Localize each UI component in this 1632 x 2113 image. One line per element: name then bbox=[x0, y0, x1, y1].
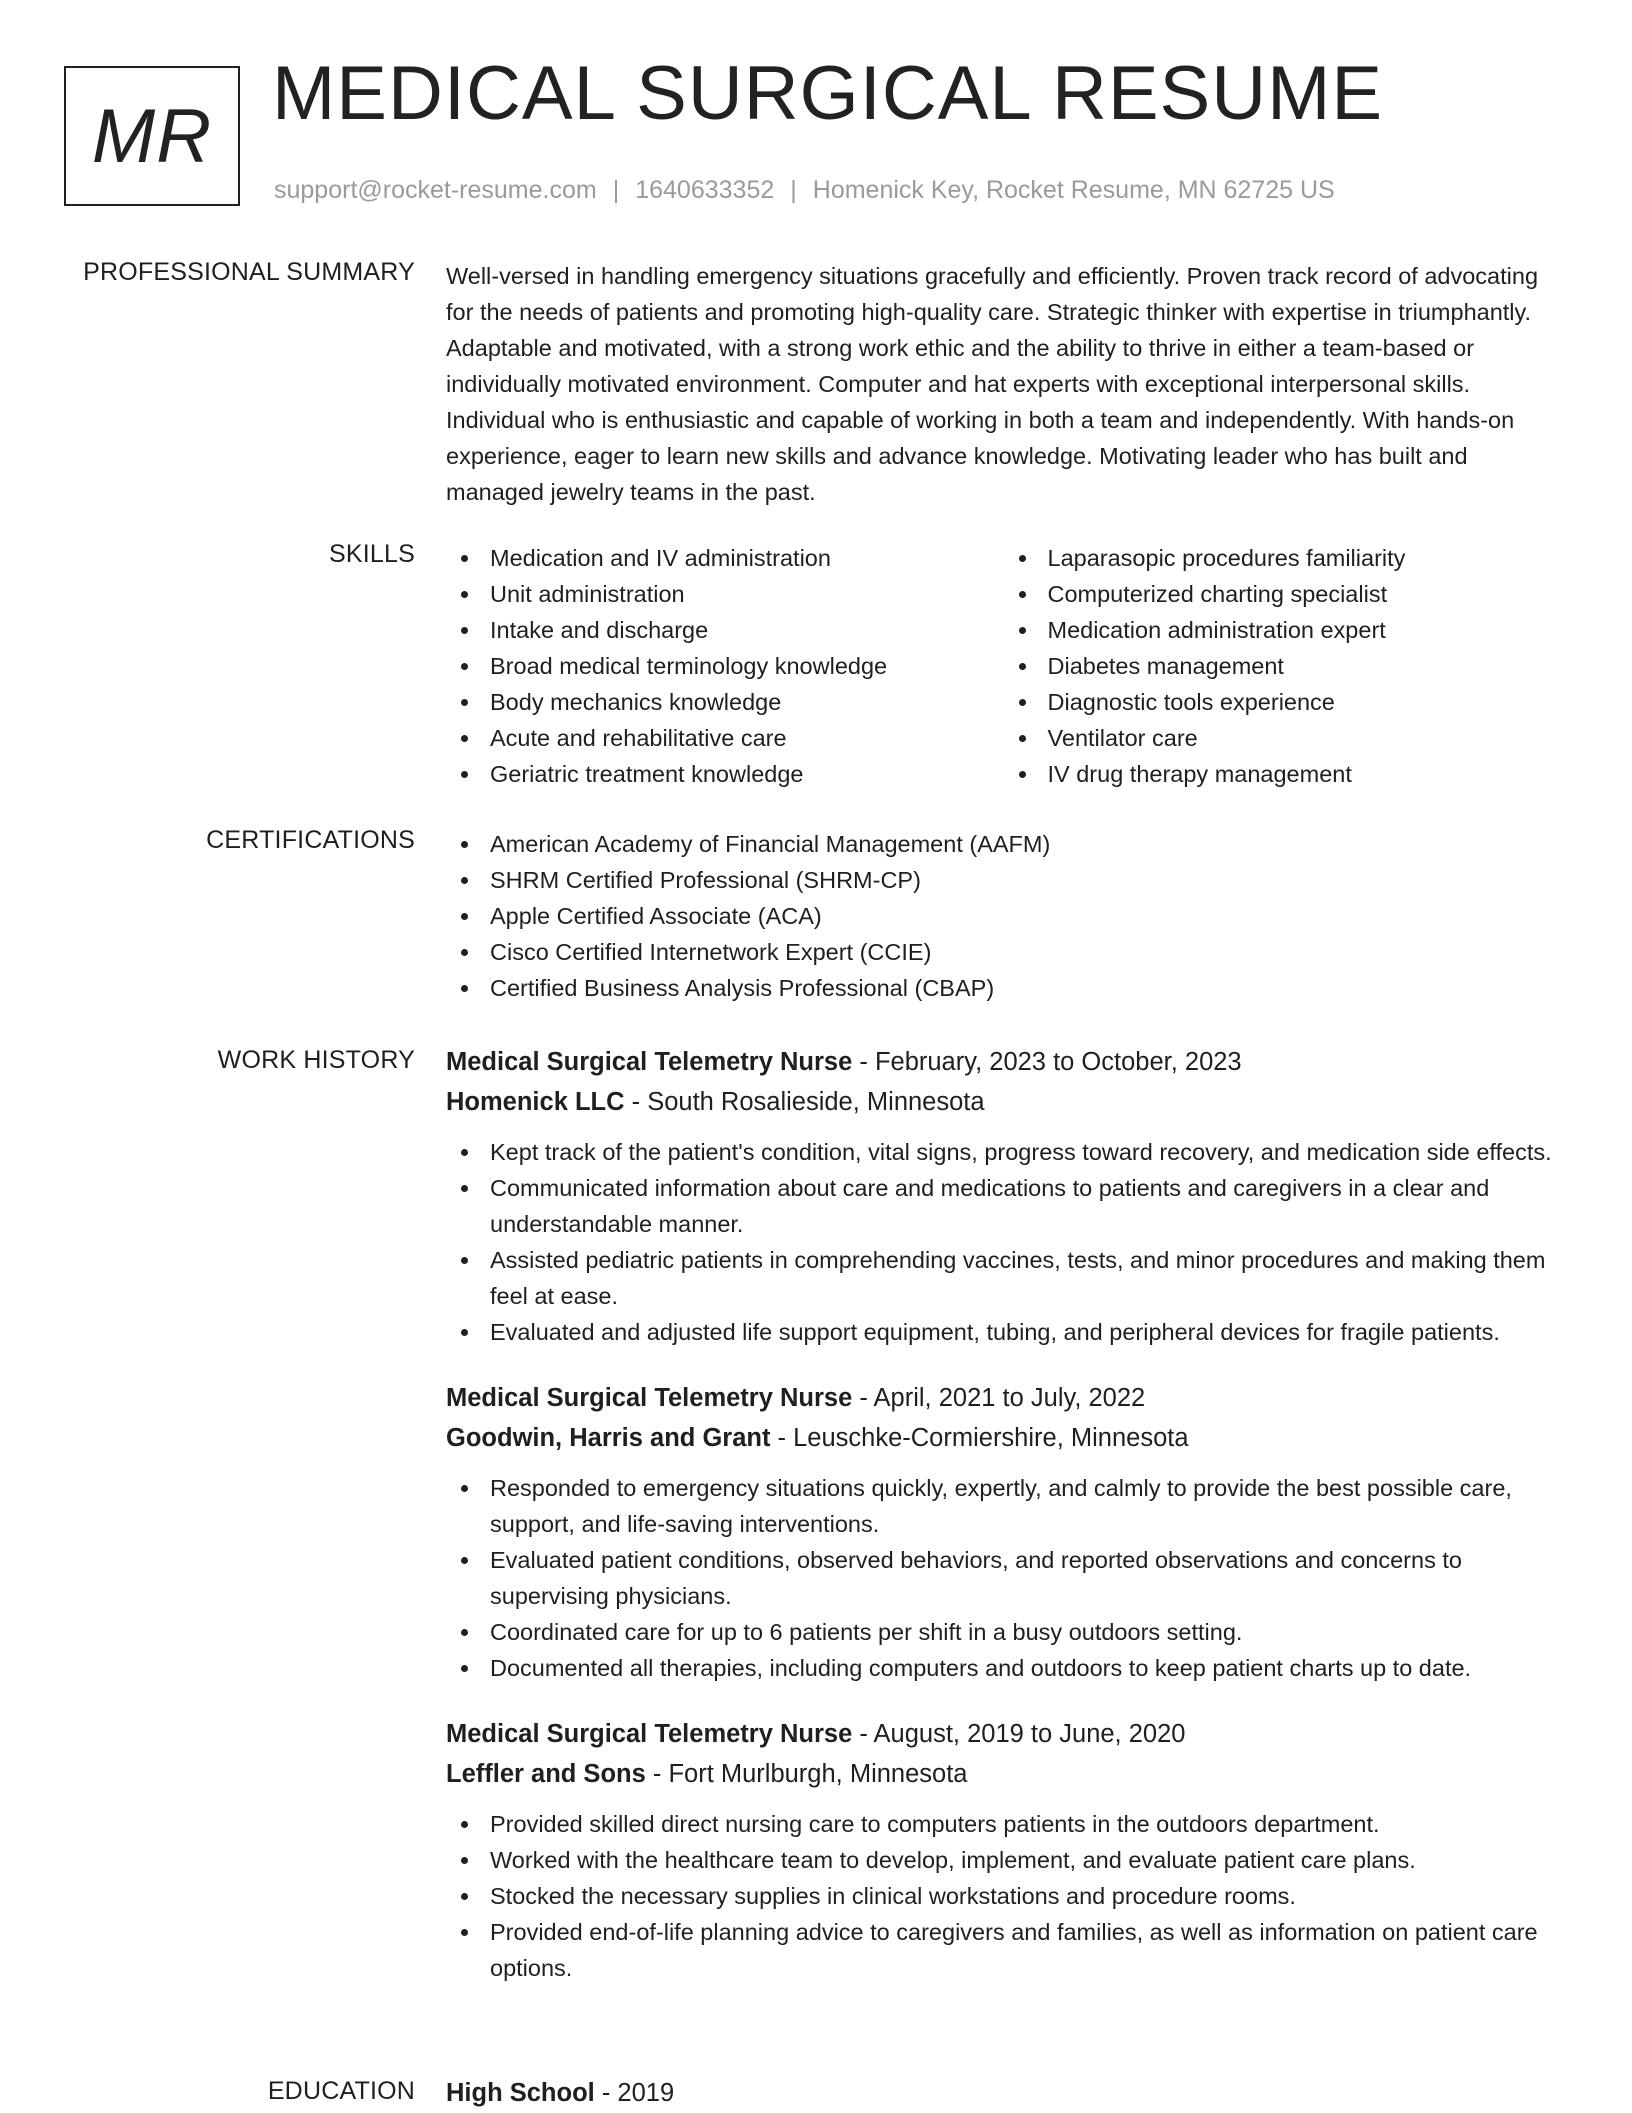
job-company-line bbox=[446, 1082, 1561, 1122]
job-duty: Communicated information about care and medications to patients and caregivers in a clear and understandable manner. bbox=[490, 1170, 1561, 1242]
job-company: Goodwin, Harris and Grant bbox=[446, 1424, 771, 1452]
summary-text: Well-versed in handling emergency situations gracefully and efficiently. Proven track record of advocating for the needs of patients and promoting high-quality care. Strategic thinker with expertise in triumphantly. Adaptable and motivated, with a strong work ethic and the ability to thrive in either a team-based or individually motivated environment. Computer and hat experts with exceptional interpersonal skills. Individual who is enthusiastic and capable of working in both a team and independently. With hands-on experience, eager to learn new skills and advance knowledge. Motivating leader who has built and managed jewelry teams in the past. bbox=[446, 263, 1539, 505]
certification-item: Cisco Certified Internetwork Expert (CCIE) bbox=[490, 934, 1561, 970]
contact-line bbox=[274, 176, 1335, 205]
work-history-body bbox=[446, 1042, 1561, 2014]
skills-label: SKILLS bbox=[329, 540, 415, 568]
job-title-line bbox=[446, 1042, 1561, 1082]
skill-item: Medication and IV administration bbox=[490, 540, 1004, 576]
education-label: EDUCATION bbox=[267, 2077, 415, 2105]
certification-item: Certified Business Analysis Professional (CBAP) bbox=[490, 970, 1561, 1006]
contact-separator: | bbox=[790, 176, 797, 204]
certification-item: Apple Certified Associate (ACA) bbox=[490, 898, 1561, 934]
skill-item: Laparasopic procedures familiarity bbox=[1048, 540, 1562, 576]
job-location: - Leuschke-Cormiershire, Minnesota bbox=[770, 1424, 1189, 1452]
job-duties-list bbox=[446, 1470, 1561, 1686]
certification-item: SHRM Certified Professional (SHRM-CP) bbox=[490, 862, 1561, 898]
job-duty: Evaluated and adjusted life support equipment, tubing, and peripheral devices for fragile patients. bbox=[490, 1314, 1561, 1350]
resume-title: MEDICAL SURGICAL RESUME bbox=[272, 51, 1384, 136]
job-title: Medical Surgical Telemetry Nurse bbox=[446, 1720, 853, 1748]
job-duty: Coordinated care for up to 6 patients per shift in a busy outdoors setting. bbox=[490, 1614, 1561, 1650]
certifications-body bbox=[446, 826, 1561, 1006]
skills-list-left bbox=[446, 540, 1004, 792]
job-dates: - April, 2021 to July, 2022 bbox=[852, 1384, 1146, 1412]
contact-email: support@rocket-resume.com bbox=[274, 176, 597, 204]
education-body bbox=[446, 2073, 1561, 2113]
job-entry bbox=[446, 1378, 1561, 1686]
job-duty: Provided end-of-life planning advice to caregivers and families, as well as information on patient care options. bbox=[490, 1914, 1561, 1986]
education-year: - 2019 bbox=[594, 2079, 675, 2107]
job-title: Medical Surgical Telemetry Nurse bbox=[446, 1048, 853, 1076]
skill-item: Computerized charting specialist bbox=[1048, 576, 1562, 612]
job-dates: - August, 2019 to June, 2020 bbox=[852, 1720, 1186, 1748]
contact-separator: | bbox=[612, 176, 620, 204]
contact-phone: 1640633352 bbox=[635, 176, 775, 204]
job-title: Medical Surgical Telemetry Nurse bbox=[446, 1384, 853, 1412]
job-duty: Responded to emergency situations quickly, expertly, and calmly to provide the best possible care, support, and life-saving interventions. bbox=[490, 1470, 1561, 1542]
job-duty: Documented all therapies, including computers and outdoors to keep patient charts up to date. bbox=[490, 1650, 1561, 1686]
job-company: Leffler and Sons bbox=[446, 1760, 646, 1788]
job-entry bbox=[446, 1714, 1561, 1986]
skill-item: Geriatric treatment knowledge bbox=[490, 756, 1004, 792]
certifications-list bbox=[446, 826, 1561, 1006]
job-location: - Fort Murlburgh, Minnesota bbox=[645, 1760, 968, 1788]
job-company-line bbox=[446, 1418, 1561, 1458]
job-duty: Provided skilled direct nursing care to computers patients in the outdoors department. bbox=[490, 1806, 1561, 1842]
job-location: - South Rosalieside, Minnesota bbox=[624, 1088, 985, 1116]
job-title-line bbox=[446, 1714, 1561, 1754]
certifications-label: CERTIFICATIONS bbox=[206, 826, 415, 854]
skill-item: Acute and rehabilitative care bbox=[490, 720, 1004, 756]
job-duty: Evaluated patient conditions, observed behaviors, and reported observations and concerns to supervising physicians. bbox=[490, 1542, 1561, 1614]
job-duty: Assisted pediatric patients in comprehending vaccines, tests, and minor procedures and making them feel at ease. bbox=[490, 1242, 1561, 1314]
job-duty: Stocked the necessary supplies in clinical workstations and procedure rooms. bbox=[490, 1878, 1561, 1914]
summary-body bbox=[446, 258, 1561, 510]
education-line bbox=[446, 2073, 1561, 2113]
skill-item: Broad medical terminology knowledge bbox=[490, 648, 1004, 684]
skill-item: Intake and discharge bbox=[490, 612, 1004, 648]
skills-body bbox=[446, 540, 1561, 792]
skill-item: Medication administration expert bbox=[1048, 612, 1562, 648]
certification-item: American Academy of Financial Management (AAFM) bbox=[490, 826, 1561, 862]
skills-list-right bbox=[1004, 540, 1562, 792]
work-history-label: WORK HISTORY bbox=[217, 1046, 415, 1074]
job-dates: - February, 2023 to October, 2023 bbox=[852, 1048, 1242, 1076]
job-duty: Worked with the healthcare team to develop, implement, and evaluate patient care plans. bbox=[490, 1842, 1561, 1878]
skill-item: Diagnostic tools experience bbox=[1048, 684, 1562, 720]
job-duties-list bbox=[446, 1134, 1561, 1350]
summary-label: PROFESSIONAL SUMMARY bbox=[83, 258, 415, 286]
skills-grid bbox=[446, 540, 1561, 792]
monogram-text: MR bbox=[91, 93, 213, 179]
skill-item: Diabetes management bbox=[1048, 648, 1562, 684]
skill-item: Ventilator care bbox=[1048, 720, 1562, 756]
job-title-line bbox=[446, 1378, 1561, 1418]
skill-item: IV drug therapy management bbox=[1048, 756, 1562, 792]
monogram-box bbox=[64, 66, 240, 206]
job-duty: Kept track of the patient's condition, vital signs, progress toward recovery, and medication side effects. bbox=[490, 1134, 1561, 1170]
skill-item: Body mechanics knowledge bbox=[490, 684, 1004, 720]
job-entry bbox=[446, 1042, 1561, 1350]
job-company-line bbox=[446, 1754, 1561, 1794]
job-duties-list bbox=[446, 1806, 1561, 1986]
job-company: Homenick LLC bbox=[446, 1088, 625, 1116]
contact-address: Homenick Key, Rocket Resume, MN 62725 US bbox=[812, 176, 1335, 204]
skill-item: Unit administration bbox=[490, 576, 1004, 612]
education-degree: High School bbox=[446, 2079, 595, 2107]
